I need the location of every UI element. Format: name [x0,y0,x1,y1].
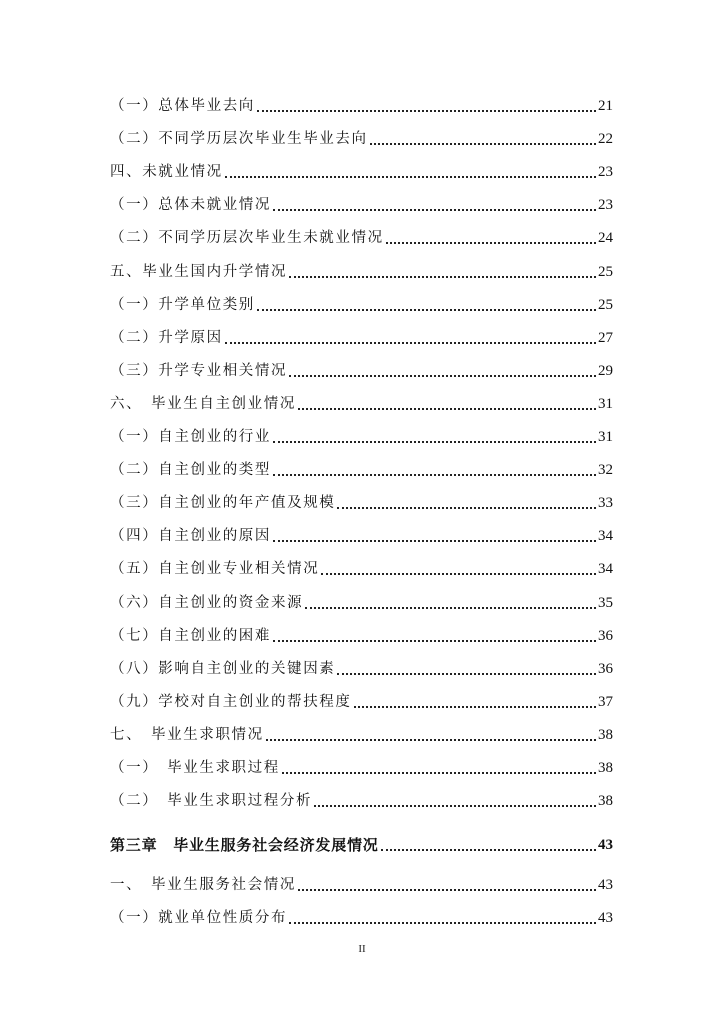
toc-entry-label: （三）升学专业相关情况 [110,362,288,379]
toc-entry-page: 43 [598,910,613,927]
toc-entry-page: 34 [598,528,613,545]
toc-item-entry[interactable] [110,315,613,348]
toc-section-entry[interactable] [110,149,613,182]
toc-item-entry[interactable] [110,348,613,381]
toc-entry-label: （二）不同学历层次毕业生未就业情况 [110,230,384,247]
toc-entry-label: 第三章 毕业生服务社会经济发展情况 [110,836,379,855]
toc-entry-label: （八）影响自主创业的关键因素 [110,660,336,677]
toc-entry-page: 21 [598,98,613,115]
toc-entry-page: 23 [598,164,613,181]
toc-item-entry[interactable] [110,83,613,116]
toc-dot-leader [273,209,596,211]
toc-dot-leader [266,739,596,741]
toc-entry-page: 33 [598,495,613,512]
toc-item-entry[interactable] [110,613,613,646]
toc-dot-leader [273,640,596,642]
toc-entry-label: 四、未就业情况 [110,164,223,181]
toc-entry-label: （二） 毕业生求职过程分析 [110,793,313,810]
toc-item-entry[interactable] [110,546,613,579]
toc-dot-leader [282,772,596,774]
toc-item-entry[interactable] [110,182,613,215]
toc-entry-label: （六）自主创业的资金来源 [110,594,304,611]
toc-dot-leader [298,889,596,891]
toc-entry-page: 23 [598,197,613,214]
toc-entry-label: （四）自主创业的原因 [110,528,271,545]
toc-dot-leader [225,176,596,178]
table-of-contents [110,83,613,928]
toc-entry-page: 38 [598,726,613,743]
toc-entry-label: （一）自主创业的行业 [110,429,271,446]
toc-entry-page: 32 [598,462,613,479]
toc-entry-page: 36 [598,627,613,644]
toc-dot-leader [289,276,596,278]
toc-chapter-entry[interactable] [110,815,613,855]
toc-dot-leader [337,673,596,675]
toc-entry-label: （二）不同学历层次毕业生毕业去向 [110,131,368,148]
toc-section-entry[interactable] [110,712,613,745]
toc-entry-label: （二）自主创业的类型 [110,462,271,479]
toc-item-entry[interactable] [110,480,613,513]
toc-item-entry[interactable] [110,778,613,811]
toc-entry-page: 29 [598,362,613,379]
toc-entry-page: 27 [598,329,613,346]
toc-entry-page: 38 [598,793,613,810]
toc-entry-label: （一）就业单位性质分布 [110,910,288,927]
toc-dot-leader [257,110,596,112]
toc-dot-leader [273,540,596,542]
toc-dot-leader [273,474,596,476]
toc-item-entry[interactable] [110,447,613,480]
toc-entry-page: 36 [598,660,613,677]
toc-entry-label: 五、毕业生国内升学情况 [110,263,288,280]
toc-dot-leader [354,706,597,708]
toc-item-entry[interactable] [110,579,613,612]
toc-entry-label: （三）自主创业的年产值及规模 [110,495,336,512]
toc-dot-leader [321,573,596,575]
page-number: II [358,943,366,955]
toc-dot-leader [298,408,596,410]
toc-dot-leader [381,849,596,851]
toc-entry-label: 七、 毕业生求职情况 [110,726,264,743]
toc-entry-label: （五）自主创业专业相关情况 [110,561,320,578]
toc-entry-label: （九）学校对自主创业的帮扶程度 [110,693,352,710]
toc-item-entry[interactable] [110,646,613,679]
toc-item-entry[interactable] [110,513,613,546]
toc-entry-page: 31 [598,429,613,446]
toc-dot-leader [305,607,596,609]
toc-item-entry[interactable] [110,282,613,315]
toc-entry-page: 38 [598,759,613,776]
toc-entry-label: （一）总体未就业情况 [110,197,271,214]
toc-entry-label: （二）升学原因 [110,329,223,346]
toc-dot-leader [273,441,596,443]
toc-item-entry[interactable] [110,414,613,447]
toc-entry-label: （一）升学单位类别 [110,296,255,313]
toc-dot-leader [337,507,596,509]
toc-item-entry[interactable] [110,116,613,149]
toc-section-entry[interactable] [110,381,613,414]
toc-item-entry[interactable] [110,745,613,778]
toc-entry-label: （一）总体毕业去向 [110,98,255,115]
toc-entry-page: 25 [598,296,613,313]
toc-entry-page: 35 [598,594,613,611]
toc-entry-page: 22 [598,131,613,148]
toc-entry-page: 31 [598,395,613,412]
toc-section-entry[interactable] [110,248,613,281]
toc-dot-leader [289,922,596,924]
toc-dot-leader [289,375,596,377]
toc-entry-page: 37 [598,693,613,710]
toc-entry-page: 25 [598,263,613,280]
toc-entry-label: 一、 毕业生服务社会情况 [110,877,296,894]
toc-dot-leader [386,242,596,244]
toc-item-entry[interactable] [110,215,613,248]
toc-dot-leader [257,309,596,311]
toc-dot-leader [370,143,596,145]
toc-item-entry[interactable] [110,679,613,712]
toc-section-entry[interactable] [110,855,613,895]
toc-entry-page: 43 [598,837,613,854]
toc-dot-leader [225,342,596,344]
toc-dot-leader [314,805,596,807]
toc-item-entry[interactable] [110,895,613,928]
toc-entry-label: （七）自主创业的困难 [110,627,271,644]
toc-entry-page: 43 [598,877,613,894]
toc-entry-page: 24 [598,230,613,247]
toc-entry-label: 六、 毕业生自主创业情况 [110,395,296,412]
toc-entry-page: 34 [598,561,613,578]
toc-entry-label: （一） 毕业生求职过程 [110,759,280,776]
